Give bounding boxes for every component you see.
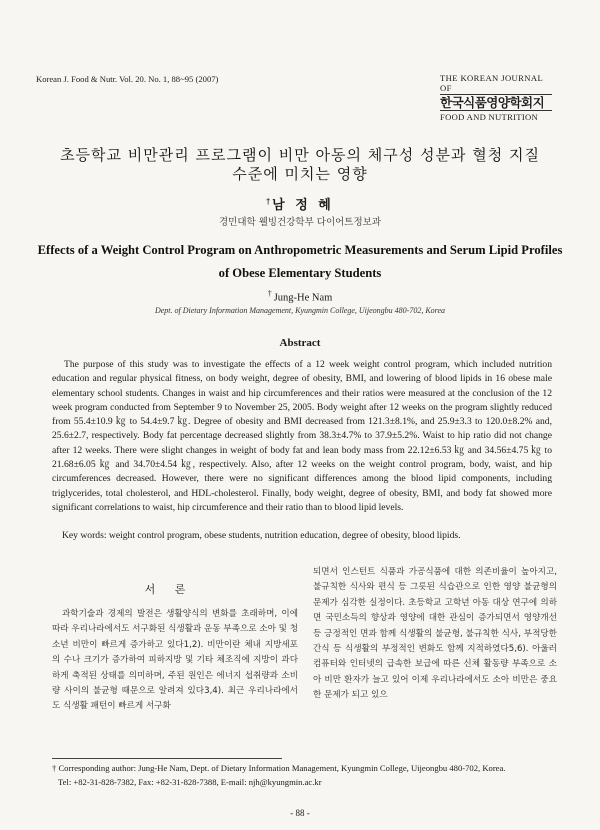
journal-logo-line2: 한국식품영양학회지 <box>440 95 545 110</box>
journal-logo <box>440 73 552 122</box>
page-number: - 88 - <box>290 808 310 818</box>
footnote <box>52 761 557 789</box>
english-author <box>0 289 600 304</box>
korean-title-line1: 초등학교 비만관리 프로그램이 비만 아동의 체구성 성분과 혈청 지질 <box>60 146 540 164</box>
journal-logo-line3: FOOD AND NUTRITION <box>440 110 552 122</box>
english-author-name: Jung-He Nam <box>273 292 333 304</box>
keywords: Key words: weight control program, obese students, nutrition education, degree of obesity, blood lipids. <box>62 530 461 541</box>
abstract-heading: Abstract <box>279 337 321 349</box>
footnote-line1: † Corresponding author: Jung-He Nam, Dept. of Dietary Information Management, Kyungmin College, Uijeongbu 480-702, Korea. <box>52 763 506 773</box>
abstract-body: The purpose of this study was to investigate the effects of a 12 week weight control program, which included nutrition education and regular physical fitness, on body weight, degree of obesity, BMI, and lowering of blood lipids in 16 obese male elementary school students. Changes in waist and hip circumferences and their ratios were measured at the conclusion of the 12 week program conducted from September 9 to November 25, 2005. Body weight after 12 weeks on the program slightly reduced from 55.4±10.9 ㎏ to 54.4±9.7 ㎏. Degree of obesity and BMI decreased from 121.3±8.1%, and 25.9±3.3 to 120.0±8.2% and, 25.6±2.7, respectively. Body fat percentage decreased slightly from 38.3±4.7% to 37.9±5.2%. Waist to hip ratio did not change after 12 weeks. There were slight changes in weight of body fat and lean body mass from 22.12±6.53 ㎏ and 34.56±4.75 ㎏ to 21.68±6.05 ㎏ and 34.70±4.54 ㎏, respectively. Also, after 12 weeks on the weight control program, body, waist, and hip circumferences decreased. However, there were no significant differences among the blood lipid components, including triglycerides, total cholesterol, and HDL-cholesterol. Finally, body weight, degree of obesity, BMI, and body fat showed more significant correlations to waist, hip circumference and their ratio than to blood lipid levels. <box>52 359 552 513</box>
section-heading-introduction: 서 론 <box>144 583 194 596</box>
author-mark: † <box>266 196 271 206</box>
footnote-line2: Tel: +82-31-828-7382, Fax: +82-31-828-7388, E-mail: njh@kyungmin.ac.kr <box>58 777 322 787</box>
korean-author-name: 남 정 혜 <box>272 198 334 213</box>
english-affiliation: Dept. of Dietary Information Management, Kyungmin College, Uijeongbu 480-702, Korea <box>154 306 446 315</box>
author-mark: † <box>267 289 272 298</box>
footnote-divider <box>52 758 282 759</box>
english-title-line2: of Obese Elementary Students <box>218 266 382 280</box>
journal-citation: Korean J. Food & Nutr. Vol. 20. No. 1, 88~95 (2007) <box>36 74 219 84</box>
journal-logo-line1: THE KOREAN JOURNAL OF <box>440 73 552 95</box>
korean-author <box>0 194 600 213</box>
korean-title-line2: 수준에 미치는 영향 <box>232 165 368 183</box>
english-title-line1: Effects of a Weight Control Program on Anthropometric Measurements and Serum Lipid Profiles <box>37 243 563 257</box>
intro-left-column: 과학기술과 경제의 발전은 생활양식의 변화를 초래하며, 이에 따라 우리나라에서도 서구화된 식생활과 운동 부족으로 소아 및 청소년 비만이 빠르게 증가하고 있다1,2). 비만이란 체내 지방세포의 수나 크기가 증가하여 피하지방 및 기타 체조직에 지방이 과다하게 축적된 상태를 의미하며, 주된 원인은 에너지 섭취량과 소비량 사이의 불균형 때문으로 알려져 있다3,4). 최근 우리나라에서도 식생활 패턴이 빠르게 서구화 <box>52 609 298 712</box>
intro-right-column: 되면서 인스턴트 식품과 가공식품에 대한 의존비율이 높아지고, 불규칙한 식사와 편식 등 그릇된 식습관으로 인한 영양 불균형의 문제가 심각한 실정이다. 초등학교 고학년 아동 대상 연구에 의하면 국민소득의 향상과 영양에 대한 관심이 증가되면서 영양개선 등 긍정적인 면과 함께 식생활의 불균형, 불규칙한 식사, 부적당한 간식 등 식생활의 부정적인 변화도 함께 지적하였다5,6). 아울러 컴퓨터와 인터넷의 급속한 보급에 따른 신체 활동량 부족으로 소아 비만 환자가 늘고 있어 이제 우리나라에서도 소아 비만은 중요한 문제가 되고 있으 <box>313 567 557 701</box>
korean-affiliation: 경민대학 웰빙건강학부 다이어트정보과 <box>218 217 382 228</box>
